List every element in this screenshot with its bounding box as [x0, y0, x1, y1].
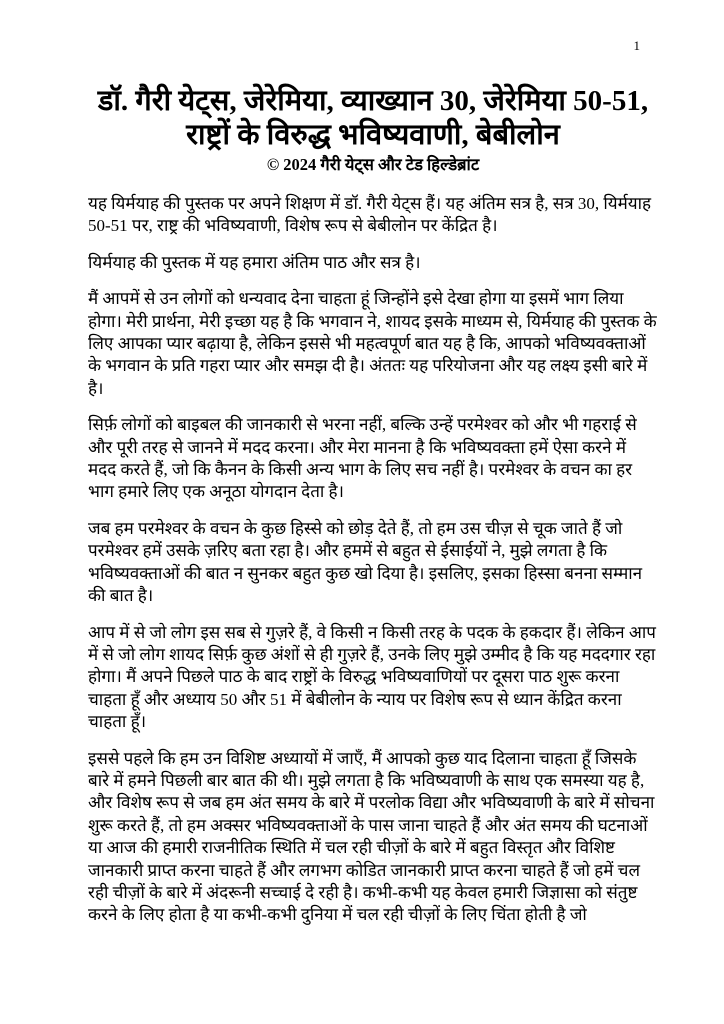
title-line-1: डॉ. गैरी येट्स, जेरेमिया, व्याख्यान 30, जेरेमिया 50-51,	[97, 85, 649, 117]
title-line-2: राष्ट्रों के विरुद्ध भविष्यवाणी, बेबीलोन	[186, 119, 560, 151]
page-number: 1	[633, 38, 640, 53]
copyright-line: © 2024 गैरी येट्स और टेड हिल्डेब्रांट	[266, 155, 480, 174]
paragraph-1: यह यिर्मयाह की पुस्तक पर अपने शिक्षण में डॉ. गैरी येट्स हैं। यह अंतिम सत्र है, सत्र 30, यिर्मयाह 50-51 पर, राष्ट्र की भविष्यवाणी, विशेष रूप से बेबीलोन पर केंद्रित है।	[88, 194, 652, 236]
paragraph-4: सिर्फ़ लोगों को बाइबल की जानकारी से भरना नहीं, बल्कि उन्हें परमेश्वर को और भी गहराई से और पूरी तरह से जानने में मदद करना। और मेरा मानना है कि भविष्यवक्ता हमें ऐसा करने में मदद करते हैं, जो कि कैनन के किसी अन्य भाग के लिए सच नहीं है। परमेश्वर के वचन का हर भाग हमारे लिए एक अनूठा योगदान देता है।	[88, 415, 637, 502]
paragraph-6: आप में से जो लोग इस सब से गुज़रे हैं, वे किसी न किसी तरह के पदक के हकदार हैं। लेकिन आप में से जो लोग शायद सिर्फ़ कुछ अंशों से ही गुज़रे हैं, उनके लिए मुझे उम्मीद है कि यह मददगार रहा होगा। मैं अपने पिछले पाठ के बाद राष्ट्रों के विरुद्ध भविष्यवाणियों पर दूसरा पाठ शुरू करना चाहता हूँ और अध्याय 50 और 51 में बेबीलोन के न्याय पर विशेष रूप से ध्यान केंद्रित करना चाहता हूँ।	[88, 622, 656, 732]
paragraph-2: यिर्मयाह की पुस्तक में यह हमारा अंतिम पाठ और सत्र है।	[88, 252, 421, 272]
paragraph-3: मैं आपमें से उन लोगों को धन्यवाद देना चाहता हूं जिन्होंने इसे देखा होगा या इसमें भाग लिया होगा। मेरी प्रार्थना, मेरी इच्छा यह है कि भगवान ने, शायद इसके माध्यम से, यिर्मयाह की पुस्तक के लिए आपका प्यार बढ़ाया है, लेकिन इससे भी महत्वपूर्ण बात यह है कि, आपको भविष्यवक्ताओं के भगवान के प्रति गहरा प्यार और समझ दी है। अंततः यह परियोजना और यह लक्ष्य इसी बारे में है।	[88, 289, 657, 398]
document-body	[88, 193, 658, 927]
paragraph-7: इससे पहले कि हम उन विशिष्ट अध्यायों में जाएँ, मैं आपको कुछ याद दिलाना चाहता हूँ जिसके बारे में हमने पिछली बार बात की थी। मुझे लगता है कि भविष्यवाणी के साथ एक समस्या यह है, और विशेष रूप से जब हम अंत समय के बारे में परलोक विद्या और भविष्यवाणी के बारे में सोचना शुरू करते हैं, तो हम अक्सर भविष्यवक्ताओं के पास जाना चाहते हैं और अंत समय की घटनाओं या आज की हमारी राजनीतिक स्थिति में चल रही चीज़ों के बारे में बहुत विस्तृत और विशिष्ट जानकारी प्राप्त करना चाहते हैं और लगभग कोडित जानकारी प्राप्त करना चाहते हैं जो हमें चल रही चीज़ों के बारे में अंदरूनी सच्चाई दे रही है। कभी-कभी यह केवल हमारी जिज्ञासा को संतुष्ट करने के लिए होता है या कभी-कभी दुनिया में चल रही चीज़ों के लिए चिंता होती है जो	[88, 748, 655, 925]
paragraph-5: जब हम परमेश्वर के वचन के कुछ हिस्से को छोड़ देते हैं, तो हम उस चीज़ से चूक जाते हैं जो परमेश्वर हमें उसके ज़रिए बता रहा है। और हममें से बहुत से ईसाईयों ने, मुझे लगता है कि भविष्यवक्ताओं की बात न सुनकर बहुत कुछ खो दिया है। इसलिए, इसका हिस्सा बनना सम्मान की बात है।	[88, 518, 643, 606]
document-title	[88, 84, 658, 152]
